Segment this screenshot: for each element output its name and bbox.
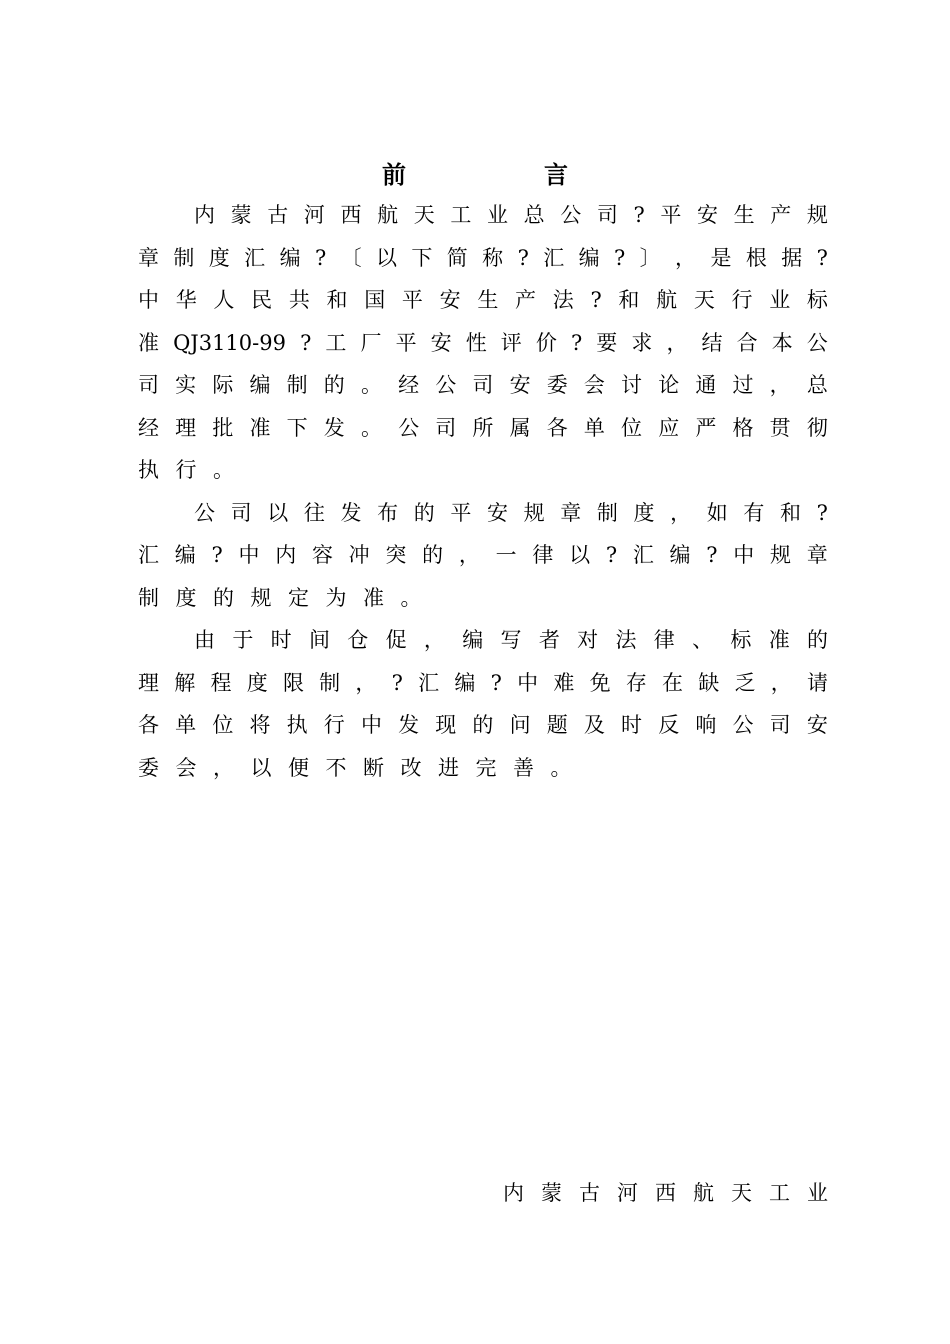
paragraph-line: 章 制 度 汇 编 ? 〔 以 下 简 称 ? 汇 编 ? 〕 ， 是 根 据 ?	[138, 245, 828, 270]
paragraph-line: 各 单 位 将 执 行 中 发 现 的 问 题 及 时 反 响 公 司 安	[138, 713, 828, 737]
paragraph-line: 中 华 人 民 共 和 国 平 安 生 产 法 ? 和 航 天 行 业 标	[138, 288, 828, 312]
paragraph-line: 司 实 际 编 制 的 。 经 公 司 安 委 会 讨 论 通 过 ， 总	[138, 373, 828, 397]
paragraph-line: 制 度 的 规 定 为 准 。	[138, 585, 422, 610]
signature-line: 内 蒙 古 河 西 航 天 工 业	[503, 1181, 828, 1205]
paragraph-line: 由 于 时 间 仓 促 ， 编 写 者 对 法 律 、 标 准 的	[194, 628, 828, 652]
paragraph-line: 委 会 ， 以 便 不 断 改 进 完 善 。	[138, 755, 572, 780]
paragraph-line: 执 行 。	[138, 458, 234, 482]
preface-body	[138, 194, 828, 789]
paragraph-line: 内 蒙 古 河 西 航 天 工 业 总 公 司 ? 平 安 生 产 规	[194, 203, 828, 227]
paragraph-line: 公 司 以 往 发 布 的 平 安 规 章 制 度 ， 如 有 和 ?	[194, 500, 828, 525]
page-title	[0, 155, 950, 190]
paragraph-line: 经 理 批 准 下 发 。 公 司 所 属 各 单 位 应 严 格 贯 彻	[138, 415, 828, 440]
paragraph-line: 理 解 程 度 限 制 ， ? 汇 编 ? 中 难 免 存 在 缺 乏 ， 请	[138, 670, 828, 695]
paragraph-line: 准 QJ3110-99 ? 工 厂 平 安 性 评 价 ? 要 求 ， 结 合 本 公	[138, 330, 828, 355]
title-char-left: 前	[382, 160, 406, 189]
paragraph-line: 汇 编 ? 中 内 容 冲 突 的 ， 一 律 以 ? 汇 编 ? 中 规 章	[138, 543, 828, 567]
title-char-right: 言	[544, 160, 568, 189]
